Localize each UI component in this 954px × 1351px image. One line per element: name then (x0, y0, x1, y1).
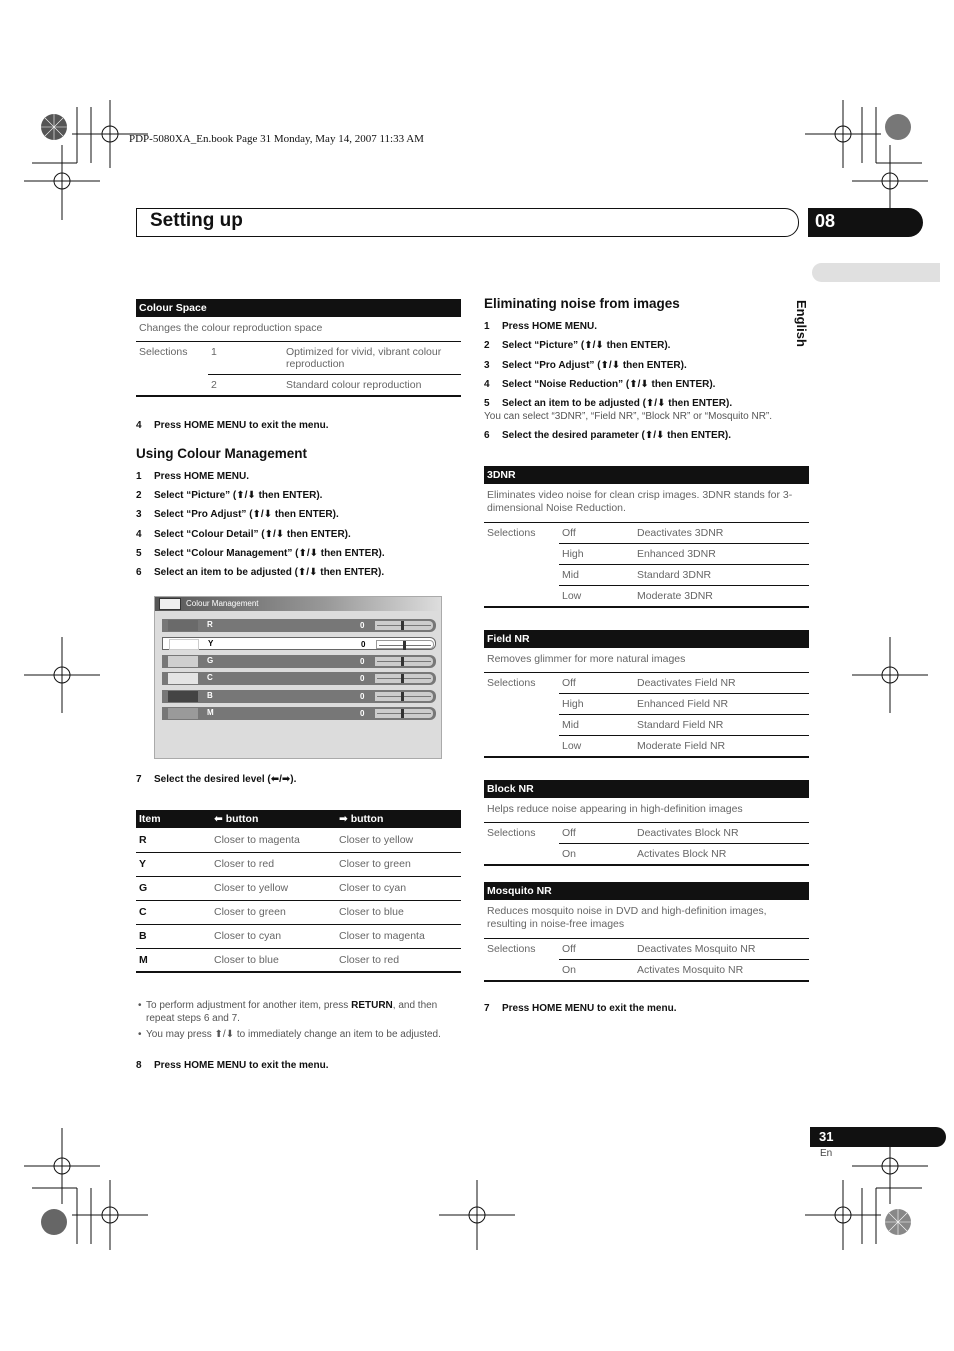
cm-letter: R (207, 620, 213, 629)
table-row: M Closer to blue Closer to red (136, 948, 461, 972)
table-description: Changes the colour reproduction space (136, 317, 461, 342)
step-item: 5 Select “Colour Management” (⬆/⬇ then ENTER). (136, 548, 385, 559)
step-item: 1 Press HOME MENU. (484, 321, 598, 332)
colour-swatch (168, 673, 198, 684)
cm-value: 0 (360, 709, 365, 718)
chapter-number: 08 (808, 208, 923, 237)
language-tab (812, 263, 940, 282)
level-slider (375, 621, 433, 630)
menu-icon (159, 598, 181, 610)
cm-row-c (162, 672, 436, 685)
table-row: Y Closer to red Closer to green (136, 852, 461, 876)
cm-value: 0 (360, 674, 365, 683)
step-item: 7 Press HOME MENU to exit the menu. (484, 1003, 677, 1014)
step-item: 4 Press HOME MENU to exit the menu. (136, 420, 329, 431)
selection-desc: Optimized for vivid, vibrant colour reproduction (283, 342, 461, 375)
field-nr-table: Field NR Removes glimmer for more natural images Selections Off Deactivates Field NR High Enhanced Field NR Mid Standard Field NR Low Moderate Field NR (484, 630, 809, 758)
colour-swatch (168, 620, 198, 631)
cm-row-y (162, 637, 436, 650)
table-row: C Closer to green Closer to blue (136, 900, 461, 924)
table-row: B Closer to cyan Closer to magenta (136, 924, 461, 948)
step-item: 5 Select an item to be adjusted (⬆/⬇ then ENTER). (484, 398, 733, 409)
step-item: 2 Select “Picture” (⬆/⬇ then ENTER). (484, 340, 671, 351)
colour-adjust-table (136, 810, 461, 973)
language-label: English (794, 300, 809, 347)
step-item: 8 Press HOME MENU to exit the menu. (136, 1060, 329, 1071)
cm-row-m (162, 707, 436, 720)
table-description: Eliminates video noise for clean crisp images. 3DNR stands for 3-dimensional Noise Reduction. (484, 484, 809, 523)
cm-letter: C (207, 673, 213, 682)
step-item: 3 Select “Pro Adjust” (⬆/⬇ then ENTER). (484, 360, 687, 371)
colour-swatch (168, 708, 198, 719)
step-item: 4 Select “Noise Reduction” (⬆/⬇ then ENTER). (484, 379, 716, 390)
selections-label: Selections (484, 823, 559, 866)
cm-letter: Y (208, 639, 214, 648)
table-row: R Closer to magenta Closer to yellow (136, 828, 461, 852)
step-note: You can select “3DNR”, “Field NR”, “Block NR” or “Mosquito NR”. (484, 411, 773, 422)
page-language: En (820, 1148, 833, 1159)
table-header: Item (136, 810, 211, 828)
step-item: 7 Select the desired level (⬅/➡). (136, 774, 297, 785)
step-item: 6 Select an item to be adjusted (⬆/⬇ then ENTER). (136, 567, 385, 578)
cm-letter: B (207, 691, 213, 700)
colour-swatch (168, 656, 198, 667)
cm-value: 0 (360, 621, 365, 630)
cm-value: 0 (361, 640, 366, 649)
step-item: 2 Select “Picture” (⬆/⬇ then ENTER). (136, 490, 323, 501)
table-row: G Closer to yellow Closer to cyan (136, 876, 461, 900)
colour-swatch (168, 691, 198, 702)
cm-row-b (162, 690, 436, 703)
colour-swatch (169, 639, 199, 650)
cm-letter: G (207, 656, 214, 665)
level-slider (375, 692, 433, 701)
colour-management-screen (154, 596, 442, 759)
level-slider (375, 657, 433, 666)
selection-desc: Standard colour reproduction (283, 375, 461, 397)
table-title: Field NR (484, 630, 809, 648)
page-number: 31 (810, 1127, 946, 1147)
step-item: 3 Select “Pro Adjust” (⬆/⬇ then ENTER). (136, 509, 339, 520)
selections-label: Selections (484, 939, 559, 982)
block-nr-table: Block NR Helps reduce noise appearing in high-definition images Selections Off Deactivates Block NR On Activates Block NR (484, 780, 809, 866)
table-title: Colour Space (136, 299, 461, 317)
bullet-note: • You may press ⬆/⬇ to immediately change an item to be adjusted. (138, 1029, 441, 1040)
table-title: 3DNR (484, 466, 809, 484)
colour-space-table (136, 299, 461, 397)
section-heading: Using Colour Management (136, 446, 308, 461)
table-description: Removes glimmer for more natural images (484, 648, 809, 673)
step-item: 1 Press HOME MENU. (136, 471, 250, 482)
cm-row-g (162, 655, 436, 668)
mosquito-nr-table: Mosquito NR Reduces mosquito noise in DVD and high-definition images, resulting in noise-free images Selections Off Deactivates Mosquito NR On Activates Mosquito NR (484, 882, 809, 982)
table-description: Helps reduce noise appearing in high-definition images (484, 798, 809, 823)
cm-value: 0 (360, 692, 365, 701)
table-header: ➡ button (336, 810, 461, 828)
table-header: ⬅ button (211, 810, 336, 828)
level-slider (375, 709, 433, 718)
page-title: Setting up (150, 210, 243, 231)
step-item: 4 Select “Colour Detail” (⬆/⬇ then ENTER). (136, 529, 351, 540)
cm-letter: M (207, 708, 214, 717)
table-description: Reduces mosquito noise in DVD and high-definition images, resulting in noise-free images (484, 900, 809, 939)
selection-value: 1 (208, 342, 283, 375)
step-item: 6 Select the desired parameter (⬆/⬇ then ENTER). (484, 430, 732, 441)
3dnr-table: 3DNR Eliminates video noise for clean crisp images. 3DNR stands for 3-dimensional Noise Reduction. Selections Off Deactivates 3DNR High Enhanced 3DNR Mid Standard 3DNR Low Moderate 3DNR (484, 466, 809, 608)
cm-value: 0 (360, 657, 365, 666)
selections-label: Selections (484, 673, 559, 758)
level-slider (375, 674, 433, 683)
selections-label: Selections (136, 342, 208, 397)
section-heading: Eliminating noise from images (484, 296, 680, 311)
cm-row-r (162, 619, 436, 632)
cm-screen-title: Colour Management (155, 597, 441, 611)
book-info: PDP-5080XA_En.book Page 31 Monday, May 14, 2007 11:33 AM (129, 133, 424, 145)
level-slider (376, 640, 434, 649)
bullet-note: • To perform adjustment for another item, press RETURN, and then repeat steps 6 and 7. (138, 1000, 438, 1024)
table-title: Block NR (484, 780, 809, 798)
selection-value: 2 (208, 375, 283, 397)
selections-label: Selections (484, 523, 559, 608)
table-title: Mosquito NR (484, 882, 809, 900)
